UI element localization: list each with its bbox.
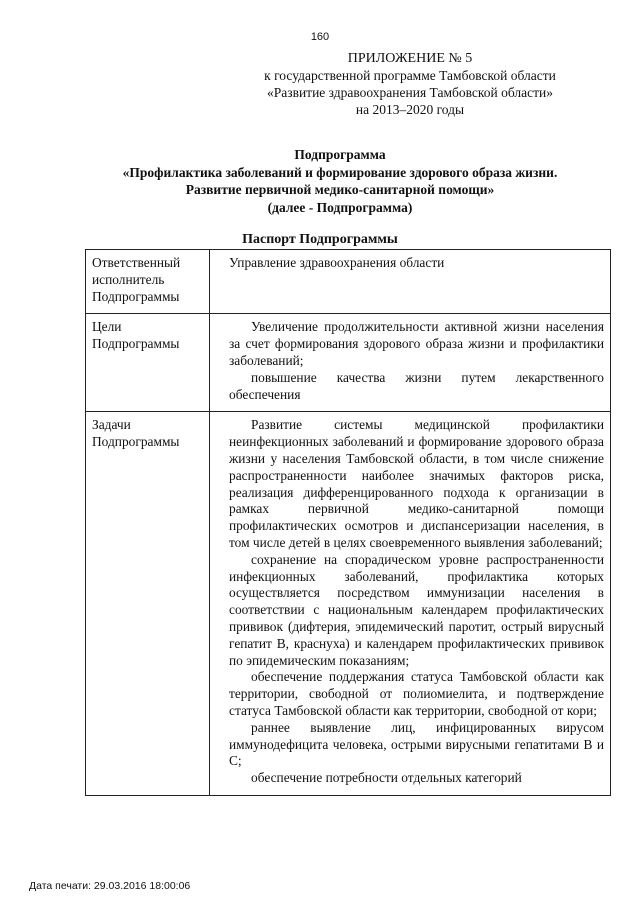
appendix-title: ПРИЛОЖЕНИЕ № 5 xyxy=(347,51,473,66)
row-paragraph: Увеличение продолжительности активной жизни населения за счет формирования здорового образа жизни и профилактики заболеваний; xyxy=(229,319,604,368)
appendix-line-1: к государственной программе Тамбовской области xyxy=(264,68,556,83)
row-paragraph: сохранение на спорадическом уровне распространенности инфекционных заболеваний, профилактика которых осуществляется посредством иммунизации населения в соответствии с национальным календарем профилактических прививок (дифтерия, эпидемический паротит, острый вирусный гепатит В, краснуха) и календарем профилактических прививок по эпидемическим показаниям; xyxy=(229,551,604,668)
subprogram-name-line-1: «Профилактика заболеваний и формирование здорового образа жизни. xyxy=(122,164,558,180)
row-value xyxy=(210,412,611,796)
table-row xyxy=(86,412,611,796)
subprogram-heading: Подпрограмма xyxy=(294,147,386,162)
subprogram-name-line-2: Развитие первичной медико-санитарной помощи» xyxy=(185,182,495,197)
row-paragraph: обеспечение поддержания статуса Тамбовской области как территории, свободной от полиомиелита, и подтверждение статуса Тамбовской области как территории, свободной от кори; xyxy=(229,669,604,718)
page-number: 160 xyxy=(310,31,330,43)
row-paragraph: обеспечение потребности отдельных категорий xyxy=(251,770,522,786)
appendix-line-2: «Развитие здравоохранения Тамбовской области» xyxy=(266,85,553,100)
row-value xyxy=(210,250,611,314)
appendix-header xyxy=(240,50,580,118)
row-paragraph: Развитие системы медицинской профилактики неинфекционных заболеваний и формирование здорового образа жизни у населения Тамбовской области, в том числе снижение распространенности наиболее значимых факторов риска, реализация дифференцированного подхода к организации в рамках первичной медико-санитарной помощи профилактических осмотров и диспансеризации населения, в том числе детей в целях своевременного выявления заболеваний; xyxy=(229,417,604,550)
row-label: Ответственный исполнитель Подпрограммы xyxy=(86,250,210,314)
row-paragraph: Управление здравоохранения области xyxy=(229,255,445,270)
row-value xyxy=(210,314,611,412)
row-label: Цели Подпрограммы xyxy=(86,314,210,412)
print-date-footer: Дата печати: 29.03.2016 18:00:06 xyxy=(29,880,191,892)
row-label: Задачи Подпрограммы xyxy=(86,412,210,796)
subprogram-note: (далее - Подпрограмма) xyxy=(267,199,413,215)
passport-title: Паспорт Подпрограммы xyxy=(242,232,398,247)
subprogram-title-block xyxy=(70,146,610,216)
table-row xyxy=(86,250,611,314)
table-row xyxy=(86,314,611,412)
row-paragraph: раннее выявление лиц, инфицированных вирусом иммунодефицита человека, острыми вирусными гепатитами В и С; xyxy=(229,719,604,769)
row-paragraph: повышение качества жизни путем лекарственного обеспечения xyxy=(229,369,604,402)
passport-table xyxy=(85,249,611,796)
appendix-line-3: на 2013–2020 годы xyxy=(355,102,465,117)
